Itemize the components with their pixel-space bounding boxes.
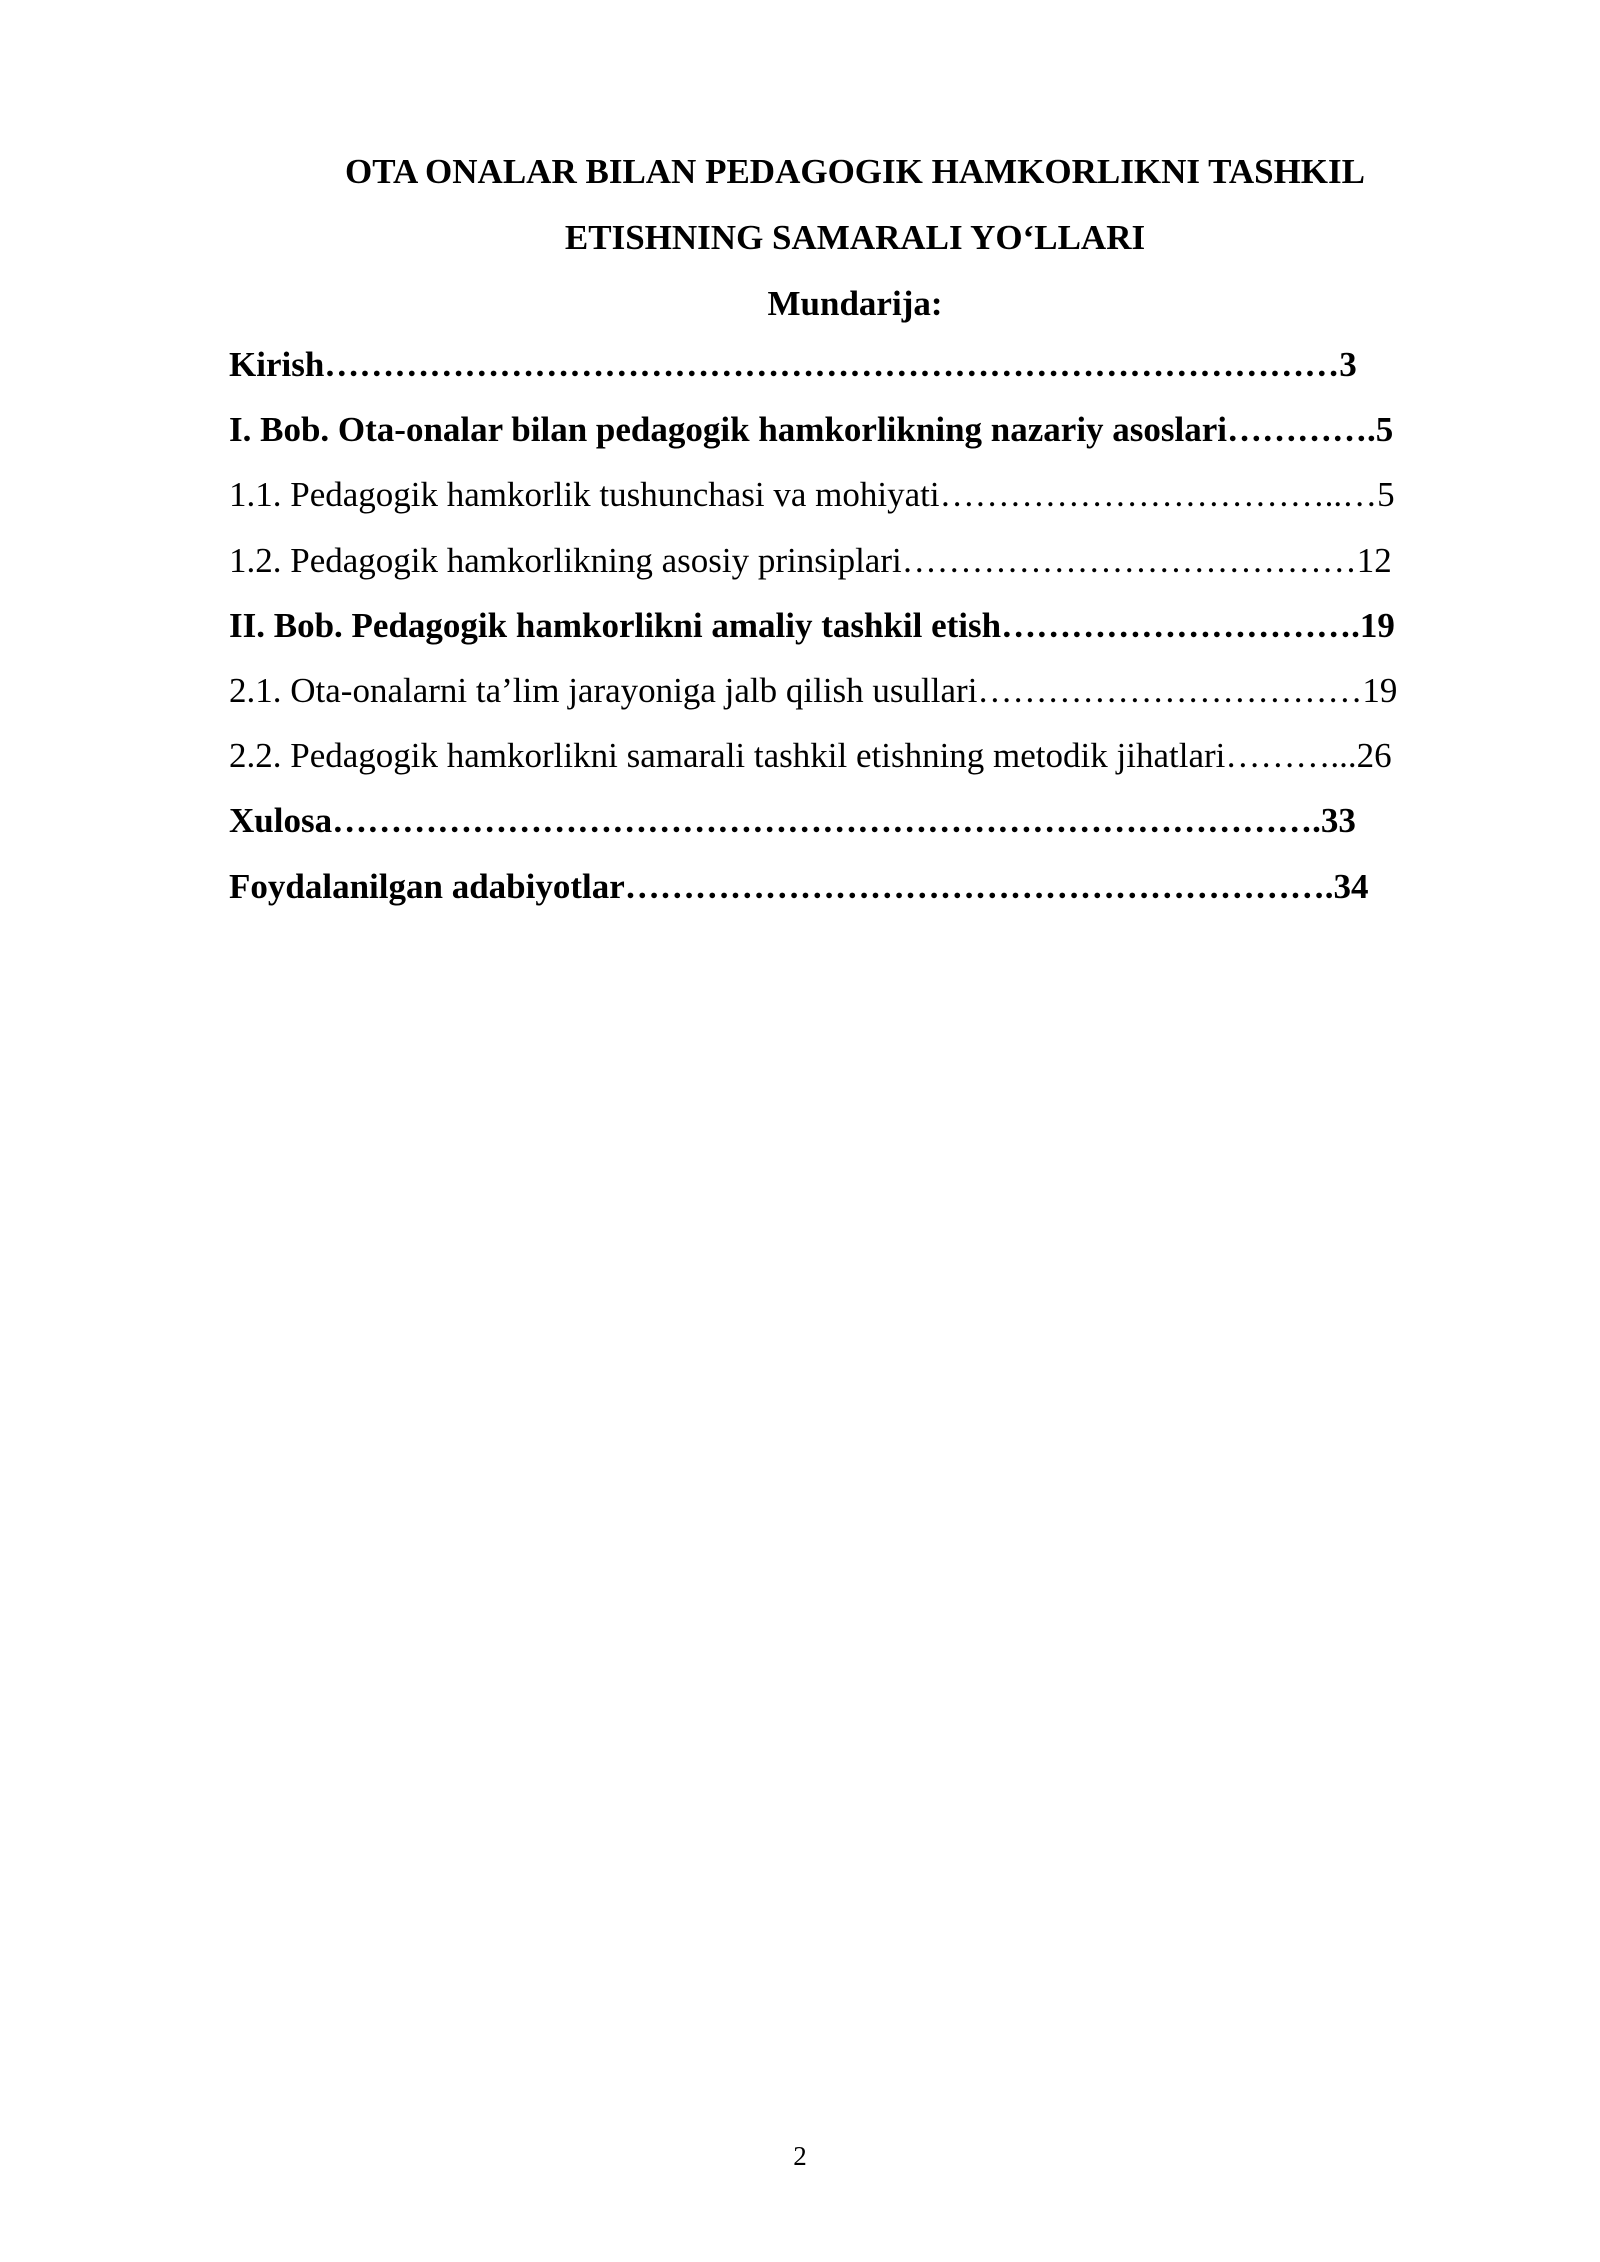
toc-entry-xulosa: Xulosa………………………………………………………………………….33 bbox=[229, 801, 1356, 841]
toc-heading: Mundarija: bbox=[767, 284, 943, 323]
toc-entry-section-2-2: 2.2. Pedagogik hamkorlikni samarali tashkil etishning metodik jihatlari………...26 bbox=[229, 736, 1392, 776]
toc-entry-chapter-1: I. Bob. Ota-onalar bilan pedagogik hamkorlikning nazariy asoslari………….5 bbox=[229, 410, 1394, 450]
table-of-contents bbox=[229, 345, 1495, 932]
toc-entry-section-1-1: 1.1. Pedagogik hamkorlik tushunchasi va mohiyati……………………………..…5 bbox=[229, 475, 1395, 515]
document-title-line-1: OTA ONALAR BILAN PEDAGOGIK HAMKORLIKNI TASHKIL bbox=[344, 152, 1365, 191]
toc-entry-section-2-1: 2.1. Ota-onalarni ta’lim jarayoniga jalb qilish usullari……………………………19 bbox=[229, 670, 1398, 710]
toc-entry-references: Foydalanilgan adabiyotlar…………………………………………………….34 bbox=[229, 866, 1369, 906]
toc-entry-kirish: Kirish……………………………………………………………………………3 bbox=[229, 345, 1357, 384]
page-number: 2 bbox=[793, 2141, 807, 2171]
toc-entry-section-1-2: 1.2. Pedagogik hamkorlikning asosiy prinsiplari…………………………………12 bbox=[229, 540, 1392, 580]
document-title-line-2: ETISHNING SAMARALI YO‘LLARI bbox=[564, 218, 1146, 257]
toc-entry-chapter-2: II. Bob. Pedagogik hamkorlikni amaliy tashkil etish………………………….19 bbox=[229, 605, 1395, 645]
